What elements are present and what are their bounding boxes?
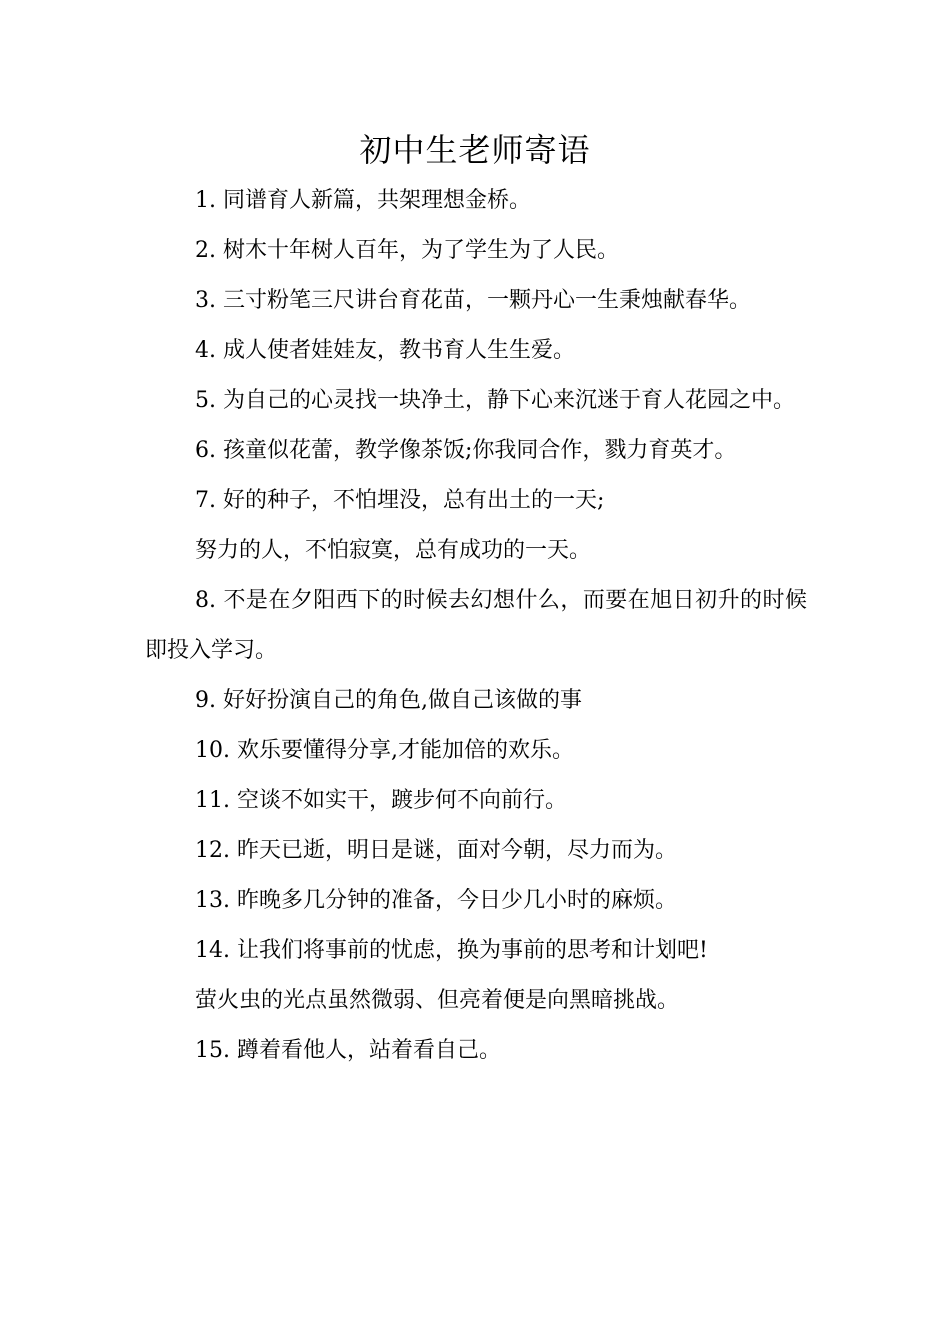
paragraph-3: 3. 三寸粉笔三尺讲台育花苗，一颗丹心一生秉烛献春华。 [195,288,751,313]
paragraph-13: 13. 昨晚多几分钟的准备，今日少几小时的麻烦。 [195,888,677,913]
paragraph-10: 10. 欢乐要懂得分享,才能加倍的欢乐。 [195,738,574,763]
paragraph-15: 15. 蹲着看他人，站着看自己。 [195,1038,501,1063]
paragraph-1: 1. 同谱育人新篇，共架理想金桥。 [195,188,531,213]
document-title: 初中生老师寄语 [359,131,591,169]
paragraph-4: 4. 成人使者娃娃友，教书育人生生爱。 [195,338,575,363]
paragraph-12: 12. 昨天已逝，明日是谜，面对今朝，尽力而为。 [195,838,677,863]
paragraph-5: 5. 为自己的心灵找一块净土，静下心来沉迷于育人花园之中。 [195,388,795,413]
paragraph-11: 11. 空谈不如实干，踱步何不向前行。 [195,788,567,813]
paragraph-2: 2. 树木十年树人百年，为了学生为了人民。 [195,238,619,263]
paragraph-7-continued: 努力的人，不怕寂寞，总有成功的一天。 [195,538,592,563]
paragraph-7: 7. 好的种子，不怕埋没，总有出土的一天; [195,488,605,513]
paragraph-14-continued: 萤火虫的光点虽然微弱、但亮着便是向黑暗挑战。 [195,988,680,1013]
paragraph-14: 14. 让我们将事前的忧虑，换为事前的思考和计划吧! [195,938,708,963]
paragraph-9: 9. 好好扮演自己的角色,做自己该做的事 [195,688,582,713]
paragraph-6: 6. 孩童似花蕾，教学像茶饭;你我同合作，戮力育英才。 [195,438,737,463]
document-body [145,176,807,1076]
paragraph-8: 8. 不是在夕阳西下的时候去幻想什么，而要在旭日初升的时候即投入学习。 [145,588,807,663]
